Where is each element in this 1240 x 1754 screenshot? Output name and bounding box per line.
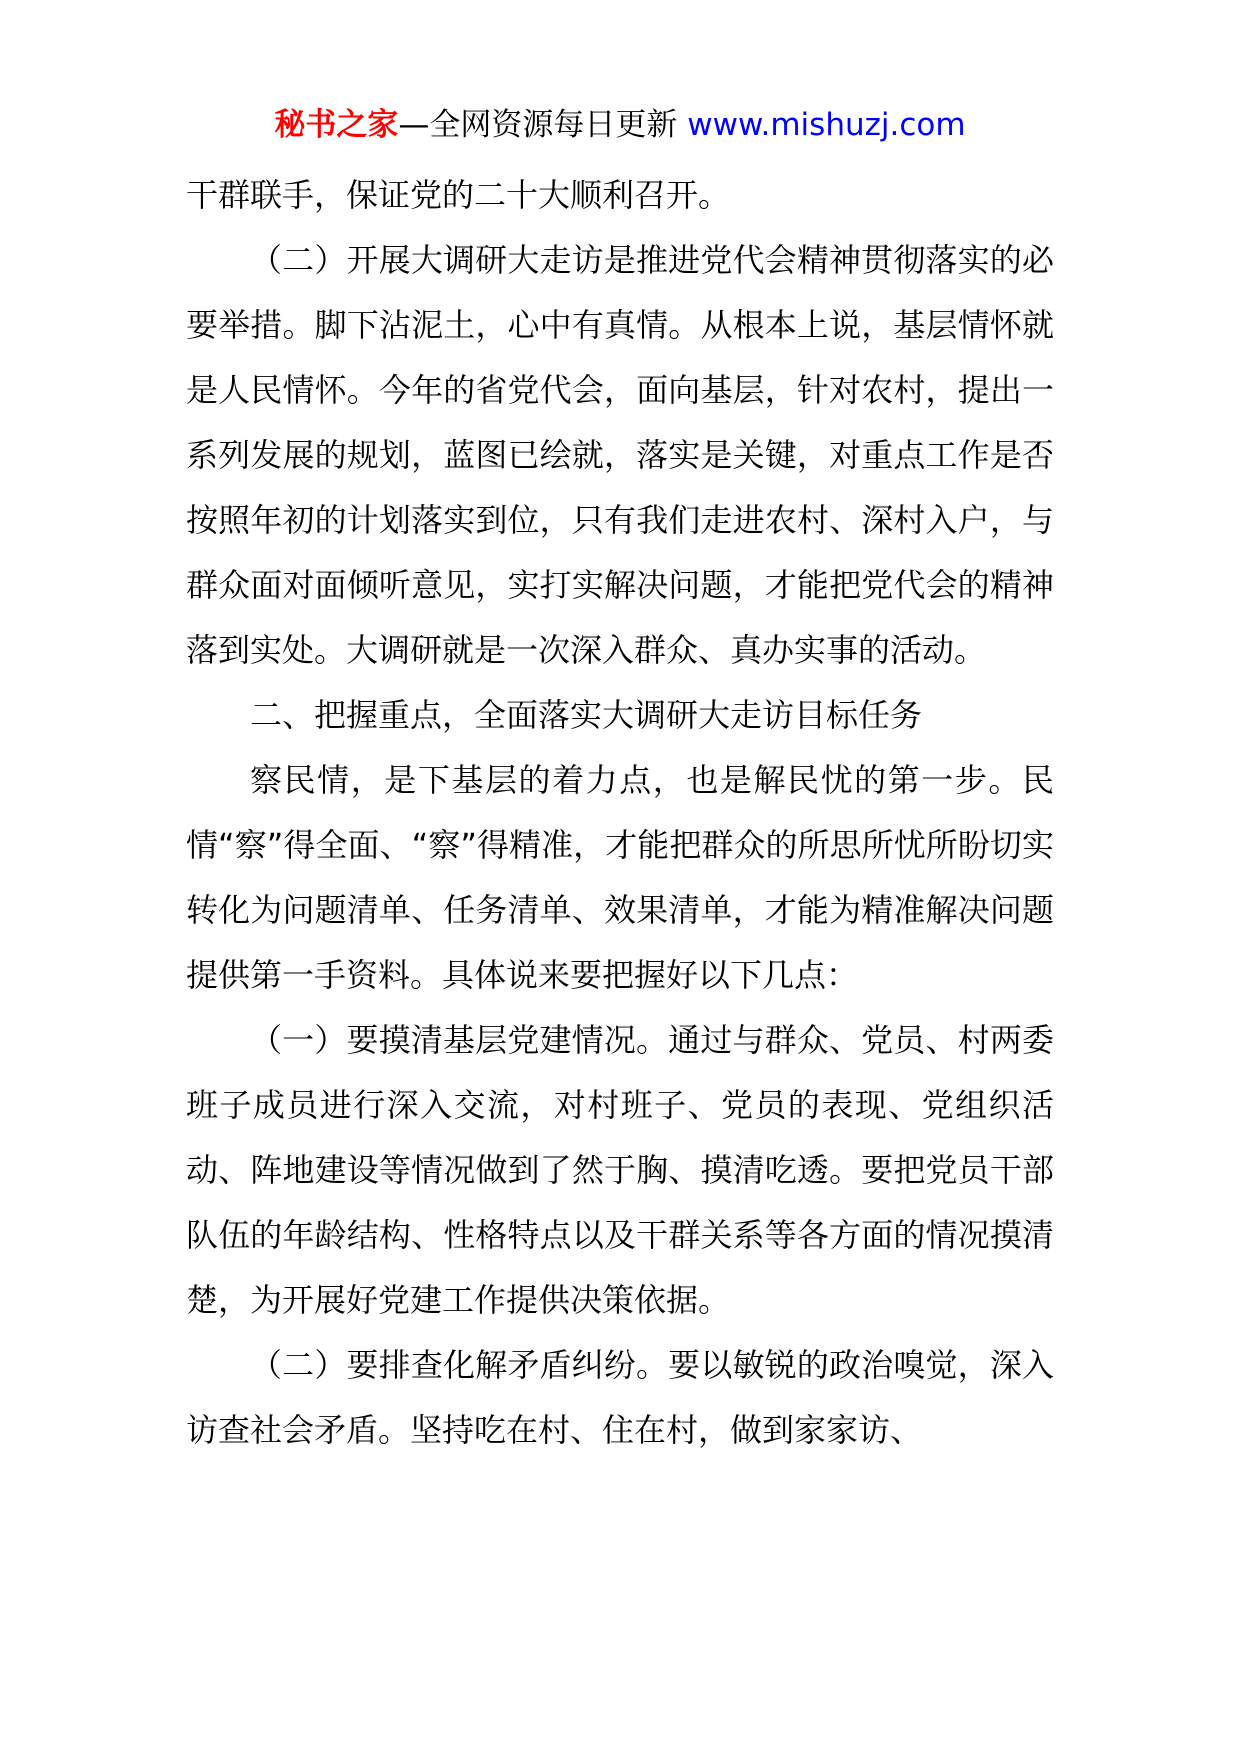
header-slogan: —全网资源每日更新: [398, 107, 688, 143]
site-url-link[interactable]: www.mishuzj.com: [687, 107, 966, 143]
paragraph-section-2: （二）开展大调研大走访是推进党代会精神贯彻落实的必要举措。脚下沾泥土，心中有真情。从根本上说，基层情怀就是人民情怀。今年的省党代会，面向基层，针对农村，提出一系列发展的规划，蓝图已绘就，落实是关键，对重点工作是否按照年初的计划落实到位，只有我们走进农村、深村入户，与群众面对面倾听意见，实打实解决问题，才能把党代会的精神落到实处。大调研就是一次深入群众、真办实事的活动。: [186, 241, 1054, 669]
page-header: [0, 103, 1240, 147]
brand-name: 秘书之家: [274, 107, 399, 143]
paragraph-item-2: （二）要排查化解矛盾纠纷。要以敏锐的政治嗅觉，深入访查社会矛盾。坚持吃在村、住在村，做到家家访、: [186, 1346, 1054, 1449]
paragraph-continuation: 干群联手，保证党的二十大顺利召开。: [186, 176, 731, 214]
paragraph-item-1: （一）要摸清基层党建情况。通过与群众、党员、村两委班子成员进行深入交流，对村班子、党员的表现、党组织活动、阵地建设等情况做到了然于胸、摸清吃透。要把党员干部队伍的年龄结构、性格特点以及干群关系等各方面的情况摸清楚，为开展好党建工作提供决策依据。: [186, 1021, 1054, 1319]
section-heading: 二、把握重点，全面落实大调研大走访目标任务: [250, 696, 923, 734]
paragraph-intro: 察民情，是下基层的着力点，也是解民忧的第一步。民情“察”得全面、“察”得精准，才能把群众的所思所忧所盼切实转化为问题清单、任务清单、效果清单，才能为精准解决问题提供第一手资料。具体说来要把握好以下几点：: [186, 761, 1054, 994]
document-body: [186, 163, 1054, 1463]
